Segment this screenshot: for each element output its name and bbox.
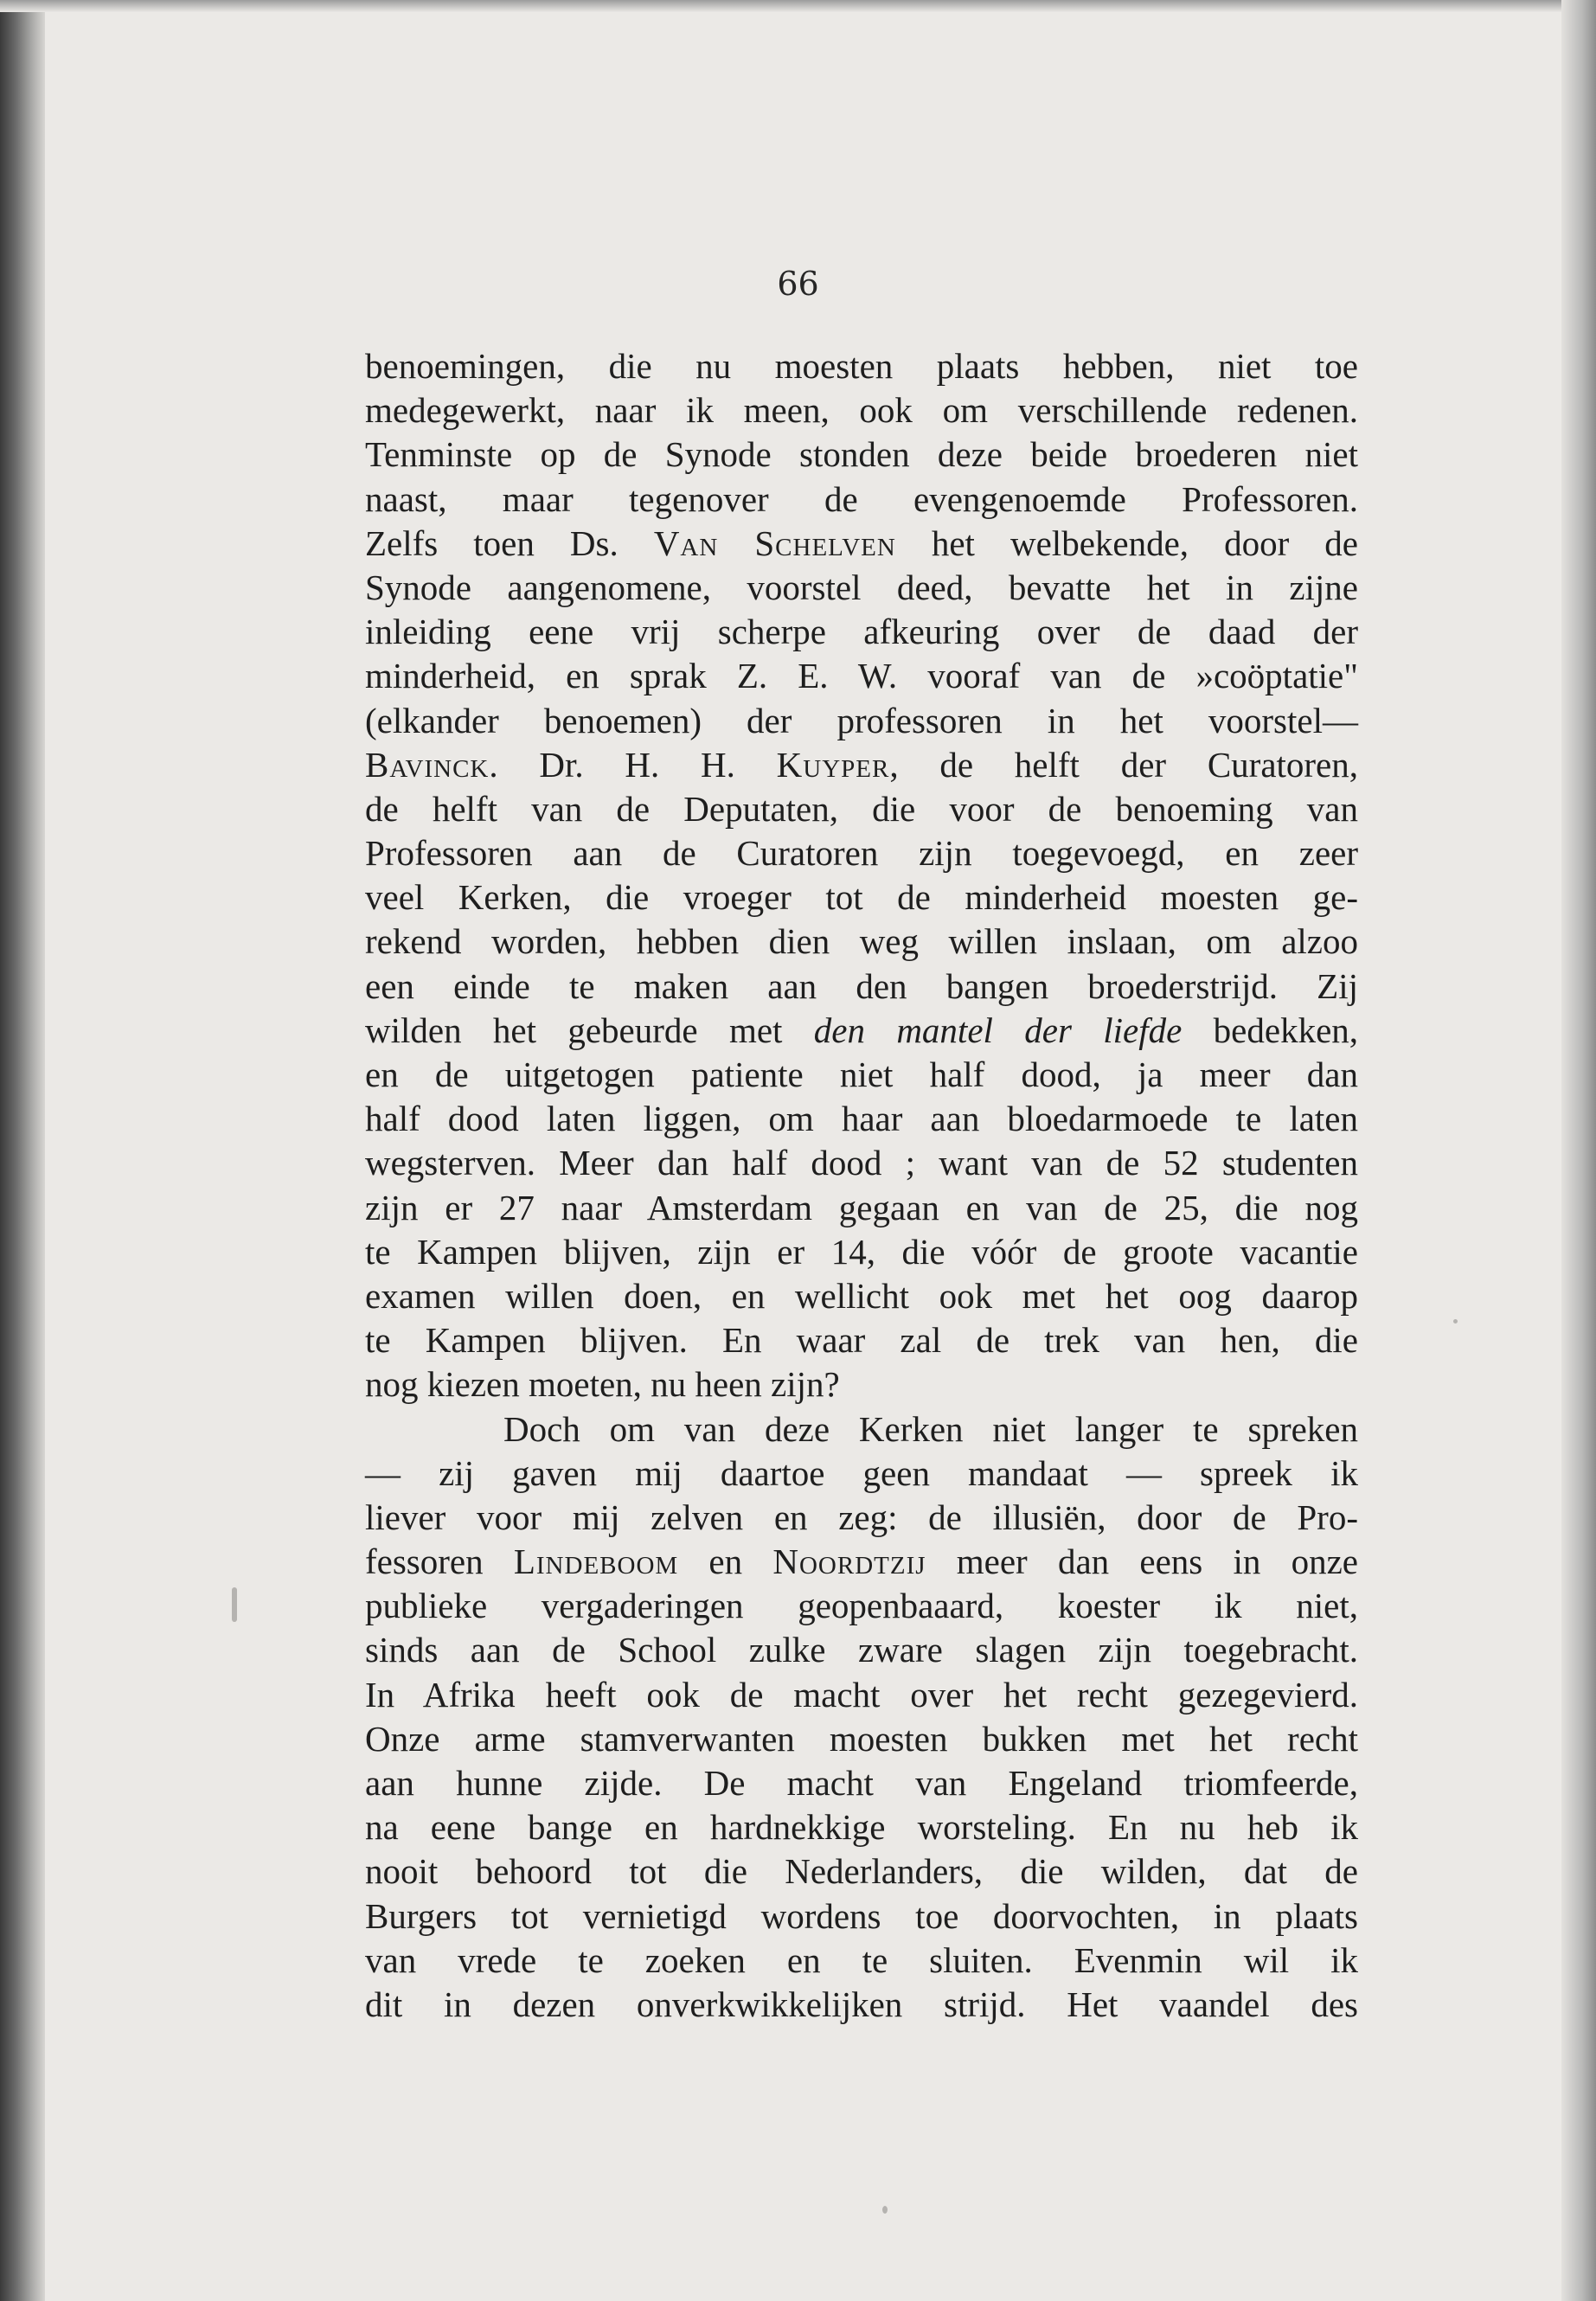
text-line [365,920,1358,964]
page-left-edge [0,0,45,2301]
text-run: veel Kerken, die vroeger tot de minderheid moesten ge- [365,877,1358,918]
text-run: examen willen doen, en wellicht ook met het oog daarop [365,1275,1358,1316]
name-smallcaps: Van Schelven [653,522,896,563]
italic-text: den mantel der liefde [813,1009,1183,1050]
text-run: Doch om van deze Kerken niet langer te spreken [503,1408,1358,1449]
name-smallcaps: Noordtzij [772,1541,926,1582]
text-line [365,831,1358,875]
text-line [365,1584,1358,1628]
text-line [365,610,1358,654]
text-run: nooit behoord tot die Nederlanders, die wilden, dat de [365,1851,1358,1892]
text-line [365,478,1358,522]
text-line [365,1894,1358,1939]
text-run: Zelfs toen Ds. [365,522,654,563]
text-line [365,965,1358,1009]
text-run: aan hunne zijde. De macht van Engeland triomfeerde, [365,1763,1358,1803]
text-run: en de uitgetogen patiente niet half dood, ja meer dan [365,1054,1358,1094]
text-line [365,1141,1358,1185]
text-run: rekend worden, hebben dien weg willen inslaan, om alzoo [365,921,1358,962]
text-line [365,566,1358,610]
name-smallcaps: Bavinck [365,744,490,785]
text-line [365,1761,1358,1805]
text-run: Onze arme stamverwanten moesten bukken met het recht [365,1718,1358,1759]
text-run: fessoren [365,1541,514,1582]
text-run: benoemingen, die nu moesten plaats hebben, niet toe [365,346,1358,386]
text-line [365,787,1358,831]
text-run: liever voor mij zelven en zeg: de illusiën, door de Pro- [365,1497,1358,1537]
text-line [365,1318,1358,1362]
text-run: te Kampen blijven. En waar zal de trek van hen, die [365,1320,1358,1361]
text-run: Burgers tot vernietigd wordens toe doorvochten, in plaats [365,1895,1358,1936]
text-line [365,1452,1358,1496]
text-line [365,1628,1358,1672]
text-run: publieke vergaderingen geopenbaaard, koester ik niet, [365,1586,1358,1626]
text-run: (elkander benoemen) der professoren in het voorstel— [365,700,1358,740]
text-line [365,1407,1358,1452]
page-top-edge [0,0,1596,12]
text-run: In Afrika heeft ook de macht over het recht gezegevierd. [365,1674,1358,1715]
text-line [365,1274,1358,1318]
text-run: en [678,1541,773,1582]
text-run: wegsterven. Meer dan half dood ; want van de 52 studenten [365,1143,1358,1183]
text-line [365,1362,1358,1407]
text-run: naast, maar tegenover de evengenoemde Professoren. [365,478,1358,519]
text-line [365,1540,1358,1584]
text-run: medegewerkt, naar ik meen, ook om verschillende redenen. [365,390,1358,431]
text-line [365,1983,1358,2027]
text-line [365,388,1358,433]
text-run: — zij gaven mij daartoe geen mandaat — spreek ik [365,1452,1358,1493]
text-run: half dood laten liggen, om haar aan bloedarmoede te laten [365,1099,1358,1139]
text-line [365,1009,1358,1053]
paper-speck [882,2206,888,2214]
text-run: te Kampen blijven, zijn er 14, die vóór de groote vacantie [365,1231,1358,1272]
text-line [365,875,1358,920]
text-line [365,654,1358,698]
text-line [365,1717,1358,1761]
text-line [365,1053,1358,1097]
text-line [365,433,1358,477]
text-line [365,522,1358,566]
text-run: sinds aan de School zulke zware slagen zijn toegebracht. [365,1630,1358,1670]
page-number: 66 [777,265,819,303]
text-line [365,1673,1358,1717]
paper-speck [1453,1319,1458,1324]
text-line [365,699,1358,743]
text-line [365,1496,1358,1540]
text-line [365,1939,1358,1983]
text-run: Tenminste op de Synode stonden deze beide broederen niet [365,434,1358,475]
text-run: meer dan eens in onze [926,1541,1358,1582]
text-run: Professoren aan de Curatoren zijn toegevoegd, en zeer [365,833,1358,874]
text-run: zijn er 27 naar Amsterdam gegaan en van de 25, die nog [365,1187,1358,1227]
text-run: Synode aangenomene, voorstel deed, bevatte het in zijne [365,567,1358,607]
text-line [365,1097,1358,1141]
text-run: het welbekende, door de [895,522,1358,563]
text-run: nog kiezen moeten, nu heen zijn? [365,1364,840,1405]
name-smallcaps: Lindeboom [513,1541,679,1582]
text-line [365,344,1358,388]
text-line [365,1805,1358,1849]
text-run: een einde te maken aan den bangen broederstrijd. Zij [365,965,1358,1006]
page-right-edge [1561,0,1596,2301]
text-run: minderheid, en sprak Z. E. W. vooraf van de »coöptatie" [365,656,1358,696]
text-run: dit in dezen onverkwikkelijken strijd. Het vaandel des [365,1984,1358,2024]
text-line [365,1849,1358,1894]
name-smallcaps: Kuyper [776,744,890,785]
text-run: inleiding eene vrij scherpe afkeuring over de daad der [365,612,1358,652]
text-line [365,743,1358,787]
text-run: van vrede te zoeken en te sluiten. Evenmin wil ik [365,1939,1358,1980]
text-run: wilden het gebeurde met [365,1009,814,1050]
text-run: bedekken, [1182,1009,1359,1050]
paper-speck [232,1587,237,1622]
text-run: na eene bange en hardnekkige worsteling. En nu heb ik [365,1807,1358,1848]
text-line [365,1230,1358,1274]
text-run: . Dr. H. H. [489,744,777,785]
body-text [365,344,1358,2027]
text-line [365,1186,1358,1230]
text-run: , de helft der Curatoren, [889,744,1359,785]
text-run: de helft van de Deputaten, die voor de benoeming van [365,788,1358,829]
